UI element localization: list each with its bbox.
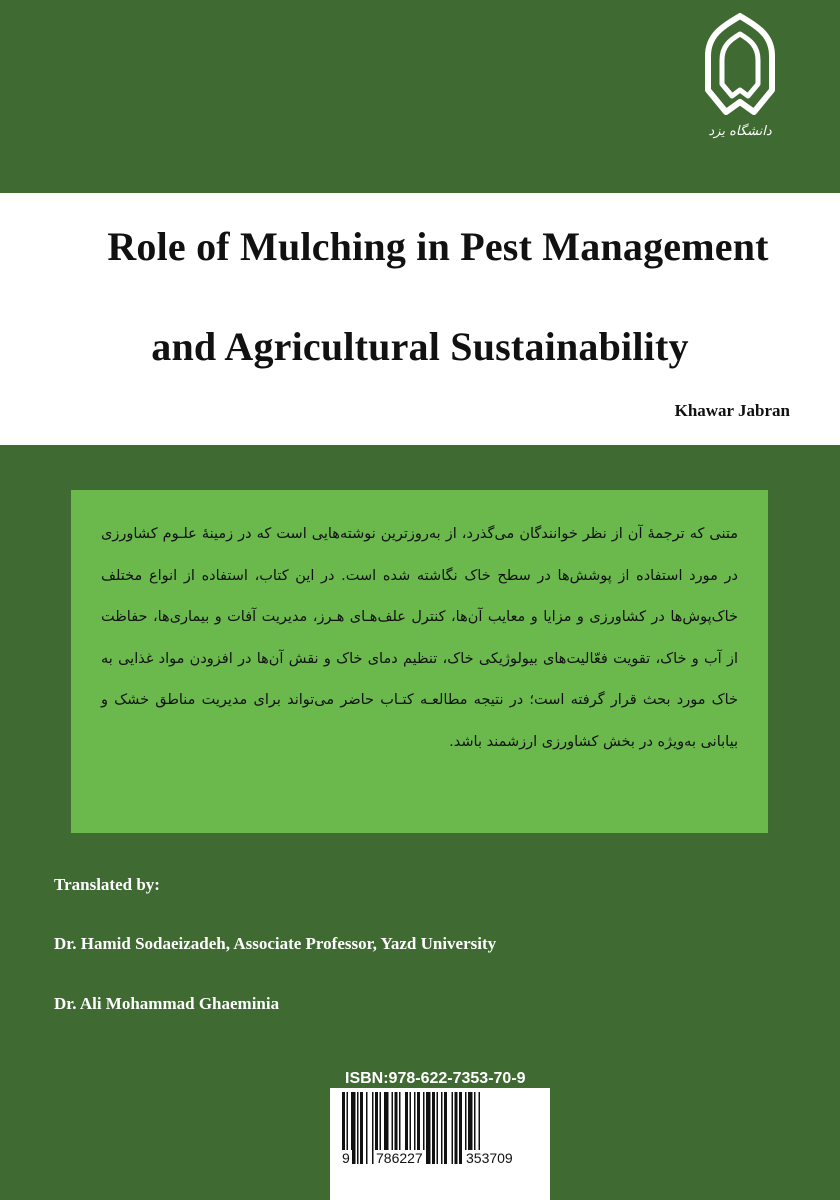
book-title-line-1: Role of Mulching in Pest Management (107, 224, 769, 269)
barcode-first-digit: 9 (342, 1150, 350, 1166)
barcode-digits (330, 1150, 550, 1168)
publisher-logo (700, 12, 780, 162)
translator-2: Dr. Ali Mohammad Ghaeminia (54, 994, 280, 1013)
barcode-right-digits: 353709 (466, 1150, 513, 1166)
abstract-text: متنی که ترجمهٔ آن از نظر خوانندگان می‌گذرد، از به‌روزترین نوشته‌هایی است که در زمینهٔ علـوم کشاورزی در مورد استفاده از پوشش‌ها در سطح خاک نگاشته شده است. در این کتاب، استفاده از انواع مختلف خاک‌پوش‌ها در کشاورزی و مزایا و معایب آن‌ها، کنترل علف‌هـای هـرز، مدیریت آفات و بیماری‌ها، حفاظت از آب و خاک، تقویت فعّالیت‌های بیولوژیکی خاک، تنظیم دمای خاک و نقش آن‌ها در افزودن مواد غذایی به خاک مورد بحث قرار گرفته است؛ در نتیجه مطالعـه کتـاب حاضر می‌تواند برای مدیریت مناطق خشک و بیابانی به‌ویژه در بخش کشاورزی ارزشمند باشد. (101, 526, 738, 750)
abstract-box (71, 490, 768, 833)
title-band (0, 193, 840, 445)
book-title-line-2: and Agricultural Sustainability (151, 324, 689, 369)
isbn-barcode (330, 1088, 550, 1200)
author-name: Khawar Jabran (674, 401, 790, 420)
translator-1: Dr. Hamid Sodaeizadeh, Associate Professor, Yazd University (54, 934, 497, 953)
isbn-label: ISBN:978-622-7353-70-9 (345, 1070, 526, 1087)
yazd-university-logo-icon (700, 12, 780, 122)
barcode-left-digits: 786227 (376, 1150, 423, 1166)
publisher-name: دانشگاه یزد (708, 124, 772, 139)
translated-by-label: Translated by: (54, 875, 160, 894)
